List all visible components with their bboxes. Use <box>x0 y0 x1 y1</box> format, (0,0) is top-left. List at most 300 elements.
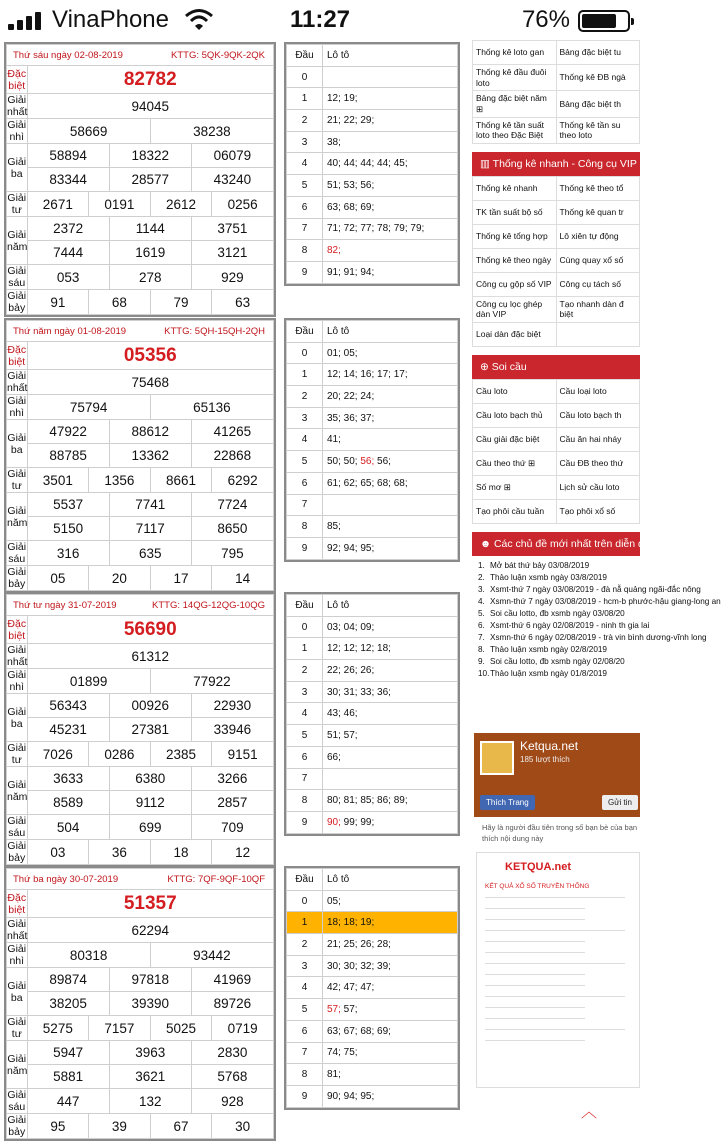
first-prize: 62294 <box>27 918 273 943</box>
forum-topic[interactable]: 10.Thảo luận xsmb ngày 01/8/2019 <box>478 669 607 678</box>
loto-head: 6 <box>287 1020 323 1042</box>
fourth-prize: 2671 <box>27 192 89 217</box>
seventh-prize: 95 <box>27 1114 89 1139</box>
loto-values: 51; 53; 56; <box>323 175 458 197</box>
loto-values: 21; 25; 26; 28; <box>323 934 458 956</box>
third-prize: 45231 <box>27 718 109 742</box>
draw-date: Thứ ba ngày 30-07-2019 <box>13 873 119 885</box>
loto-head: 2 <box>287 110 323 132</box>
special-prize: 05356 <box>27 342 273 370</box>
soi-cau-link[interactable]: Lịch sử cầu loto <box>556 476 640 500</box>
loto-values: 42; 47; 47; <box>323 977 458 999</box>
battery-icon <box>578 10 630 32</box>
sixth-prize: 278 <box>109 265 191 290</box>
fifth-prize: 3633 <box>27 767 109 791</box>
thumb-title: KẾT QUẢ XỔ SỐ TRUYỀN THỐNG <box>485 883 590 890</box>
quick-stats-link[interactable]: Cùng quay xổ số <box>556 248 640 272</box>
quick-stats-link[interactable]: Công cụ gộp số VIP <box>473 272 557 296</box>
prize-table <box>4 592 276 867</box>
third-prize: 97818 <box>109 968 191 992</box>
fifth-prize: 5150 <box>27 517 109 541</box>
kttg-code: KTTG: 5QK-9QK-2QK <box>171 49 265 61</box>
third-prize: 13362 <box>109 444 191 468</box>
loto-values: 03; 04; 09; <box>323 616 458 638</box>
soi-cau-link[interactable]: Cầu loại loto <box>556 380 640 404</box>
thumb-line <box>485 952 585 953</box>
fifth-prize: 7741 <box>109 493 191 517</box>
loto-values: 41; <box>323 429 458 451</box>
label-giai-sau: Giải sáu <box>7 815 27 839</box>
stats-link[interactable]: Bảng đặc biệt th <box>556 91 640 117</box>
loto-tail-label: Lô tô <box>323 45 458 67</box>
fourth-prize: 0256 <box>212 192 274 217</box>
third-prize: 56343 <box>27 694 109 718</box>
draw-date: Thứ sáu ngày 02-08-2019 <box>13 49 123 61</box>
special-prize: 51357 <box>27 890 273 918</box>
facebook-page-box[interactable] <box>474 733 640 817</box>
loto-head: 8 <box>287 240 323 262</box>
draw-header <box>7 869 274 890</box>
loto-values: 18; 18; 19; <box>323 912 458 934</box>
fourth-prize: 3501 <box>27 468 89 493</box>
fifth-prize: 3621 <box>109 1065 191 1089</box>
label-giai-tu: Giải tư <box>7 742 27 766</box>
label-giai-nhat: Giải nhất <box>7 94 28 118</box>
loto-head: 7 <box>287 494 323 516</box>
label-giai-tu: Giải tư <box>7 1016 27 1040</box>
fourth-prize: 2612 <box>150 192 212 217</box>
loto-values: 30; 30; 32; 39; <box>323 955 458 977</box>
fifth-prize: 7724 <box>191 493 273 517</box>
label-dac-biet: Đặc biệt <box>7 617 27 642</box>
third-prize: 89874 <box>27 968 109 992</box>
draw-date: Thứ năm ngày 01-08-2019 <box>13 325 127 337</box>
soi-cau-link[interactable]: Cầu theo thứ ⊞ <box>473 452 557 476</box>
fb-send-button[interactable]: Gửi tin <box>602 795 638 810</box>
third-prize: 22868 <box>191 444 273 468</box>
forum-topic[interactable]: 5. Soi cầu lotto, đb xsmb ngày 03/08/20 <box>478 609 625 618</box>
third-prize: 28577 <box>109 168 191 192</box>
third-prize: 88612 <box>109 420 191 444</box>
loto-tail-label: Lô tô <box>323 869 458 891</box>
seventh-prize: 67 <box>150 1114 212 1139</box>
soi-cau-link[interactable]: Cầu giải đặc biệt <box>473 428 557 452</box>
thumb-line <box>485 1007 585 1008</box>
quick-stats-link[interactable]: Thống kê theo ngày <box>473 248 557 272</box>
seventh-prize: 18 <box>150 840 212 865</box>
fourth-prize: 5025 <box>150 1016 212 1041</box>
quick-stats-link[interactable]: Thống kê tổng hợp <box>473 224 557 248</box>
fifth-prize: 8589 <box>27 791 109 815</box>
loto-values: 61; 62; 65; 68; 68; <box>323 472 458 494</box>
loto-head-label: Đầu <box>287 321 323 343</box>
thumb-line <box>485 941 585 942</box>
label-giai-nhi: Giải nhì <box>7 119 27 143</box>
fourth-prize: 1356 <box>89 468 151 493</box>
fourth-prize: 5275 <box>27 1016 89 1041</box>
third-prize: 47922 <box>27 420 109 444</box>
loto-special-value: 56; <box>360 455 375 467</box>
quick-stats-link[interactable]: Tạo nhanh dàn đ biệt <box>556 296 640 322</box>
loto-values: 12; 14; 16; 17; 17; <box>323 364 458 386</box>
special-prize: 82782 <box>27 66 273 94</box>
label-giai-ba: Giải ba <box>7 144 28 192</box>
loto-values: 81; <box>323 1064 458 1086</box>
fifth-prize: 3751 <box>191 217 273 241</box>
fb-likes: 185 lượt thích <box>520 755 570 764</box>
forum-topic[interactable]: 9. Soi cầu lotto, đb xsmb ngày 02/08/20 <box>478 657 625 666</box>
third-prize: 41265 <box>191 420 273 444</box>
loto-head: 3 <box>287 407 323 429</box>
thumb-line <box>485 897 625 898</box>
thumb-line <box>485 963 625 964</box>
soi-cau-link[interactable]: Cầu loto bạch thủ <box>473 404 557 428</box>
loto-head: 4 <box>287 703 323 725</box>
second-prize: 01899 <box>27 669 150 694</box>
label-dac-biet: Đặc biệt <box>7 891 27 916</box>
stats-link[interactable]: Bảng đặc biệt tu <box>556 41 640 65</box>
quick-stats-link[interactable]: Công cụ lọc ghép dàn VIP <box>473 296 557 322</box>
forum-topic[interactable]: 8. Thảo luận xsmb ngày 02/8/2019 <box>478 645 607 654</box>
loto-tail-label: Lô tô <box>323 595 458 617</box>
fourth-prize: 6292 <box>212 468 274 493</box>
sixth-prize: 635 <box>109 541 191 566</box>
quick-stats-link[interactable]: TK tần suất bộ số <box>473 200 557 224</box>
loto-head: 0 <box>287 342 323 364</box>
special-prize: 56690 <box>27 616 273 644</box>
label-giai-nam: Giải năm <box>7 767 28 815</box>
loto-head: 6 <box>287 746 323 768</box>
second-prize: 58669 <box>27 119 150 144</box>
third-prize: 22930 <box>191 694 273 718</box>
thumb-line <box>485 930 625 931</box>
loto-values: 50; 50; 56; 56; <box>323 451 458 473</box>
label-giai-ba: Giải ba <box>7 694 28 742</box>
loto-head: 2 <box>287 934 323 956</box>
forum-topic[interactable]: 1. Mở bát thứ bảy 03/08/2019 <box>478 561 590 570</box>
quick-stats-header: ▥ Thống kê nhanh - Công cụ VIP <box>472 152 640 176</box>
fourth-prize: 9151 <box>212 742 274 767</box>
loto-head: 0 <box>287 66 323 88</box>
fifth-prize: 9112 <box>109 791 191 815</box>
loto-head: 7 <box>287 1042 323 1064</box>
thumb-line <box>485 974 585 975</box>
thumb-line <box>485 1018 585 1019</box>
loto-head-label: Đầu <box>287 869 323 891</box>
loto-values: 66; <box>323 746 458 768</box>
loto-head: 9 <box>287 811 323 833</box>
second-prize: 80318 <box>27 943 150 968</box>
carrier-name: VinaPhone <box>52 6 169 33</box>
first-prize: 61312 <box>27 644 273 669</box>
fb-like-button[interactable]: Thích Trang <box>480 795 535 810</box>
seventh-prize: 17 <box>150 566 212 591</box>
fifth-prize: 3266 <box>191 767 273 791</box>
label-giai-sau: Giải sáu <box>7 541 27 565</box>
third-prize: 88785 <box>27 444 109 468</box>
loto-values <box>323 66 458 88</box>
soi-cau-link[interactable]: Cầu ăn hai nháy <box>556 428 640 452</box>
loto-head: 2 <box>287 386 323 408</box>
draw-header <box>7 321 274 342</box>
loto-table <box>284 318 460 562</box>
label-giai-bay: Giải bảy <box>7 1114 27 1138</box>
first-prize: 94045 <box>27 94 273 119</box>
soi-cau-link[interactable]: Cầu loto bạch th <box>556 404 640 428</box>
quick-stats-link[interactable]: Thống kê nhanh <box>473 176 557 200</box>
loto-head: 1 <box>287 364 323 386</box>
loto-head: 4 <box>287 977 323 999</box>
loto-head: 5 <box>287 451 323 473</box>
page-avatar <box>480 741 514 775</box>
fifth-prize: 5537 <box>27 493 109 517</box>
fb-page-name: Ketqua.net <box>520 739 579 753</box>
sixth-prize: 053 <box>27 265 109 290</box>
loto-values: 35; 36; 37; <box>323 407 458 429</box>
sixth-prize: 316 <box>27 541 109 566</box>
third-prize: 83344 <box>27 168 109 192</box>
label-dac-biet: Đặc biệt <box>7 343 27 368</box>
label-giai-nhi: Giải nhì <box>7 943 27 967</box>
seventh-prize: 03 <box>27 840 89 865</box>
fifth-prize: 1144 <box>109 217 191 241</box>
sixth-prize: 132 <box>109 1089 191 1114</box>
third-prize: 38205 <box>27 992 109 1016</box>
label-giai-nam: Giải năm <box>7 1041 28 1089</box>
loto-head: 0 <box>287 616 323 638</box>
loto-head: 9 <box>287 1085 323 1107</box>
third-prize: 39390 <box>109 992 191 1016</box>
loto-values: 05; <box>323 890 458 912</box>
sixth-prize: 447 <box>27 1089 109 1114</box>
fourth-prize: 0719 <box>212 1016 274 1041</box>
label-giai-nhat: Giải nhất <box>7 918 28 942</box>
quick-stats-link <box>556 323 640 347</box>
fifth-prize: 1619 <box>109 241 191 265</box>
loto-values: 63; 67; 68; 69; <box>323 1020 458 1042</box>
soi-cau-link[interactable]: Cầu loto <box>473 380 557 404</box>
loto-values: 90; 94; 95; <box>323 1085 458 1107</box>
thumb-line <box>485 996 625 997</box>
seventh-prize: 36 <box>89 840 151 865</box>
kttg-code: KTTG: 7QF-9QF-10QF <box>167 873 265 885</box>
loto-values: 51; 57; <box>323 725 458 747</box>
fifth-prize: 5947 <box>27 1041 109 1065</box>
loto-head: 9 <box>287 537 323 559</box>
quick-stats-link[interactable]: Thống kê quan tr <box>556 200 640 224</box>
loto-values: 30; 31; 33; 36; <box>323 681 458 703</box>
loto-values: 92; 94; 95; <box>323 537 458 559</box>
sidebar-stats-top <box>472 40 721 680</box>
loto-values: 57; 57; <box>323 999 458 1021</box>
loto-head: 3 <box>287 955 323 977</box>
prize-table <box>4 866 276 1141</box>
seventh-prize: 68 <box>89 290 151 315</box>
loto-tail-label: Lô tô <box>323 321 458 343</box>
thumb-logo: KETQUA.net <box>505 861 571 873</box>
thumb-line <box>485 1040 585 1041</box>
loto-head: 1 <box>287 912 323 934</box>
draw-date: Thứ tư ngày 31-07-2019 <box>13 599 117 611</box>
loto-head: 6 <box>287 196 323 218</box>
third-prize: 89726 <box>191 992 273 1016</box>
loto-values: 40; 44; 44; 44; 45; <box>323 153 458 175</box>
forum-topics-header: ☻ Các chủ đề mới nhất trên diễn đ <box>472 532 640 556</box>
quick-stats-link[interactable]: Công cụ tách số <box>556 272 640 296</box>
seventh-prize: 63 <box>212 290 274 315</box>
label-giai-bay: Giải bảy <box>7 290 27 314</box>
loto-head: 0 <box>287 890 323 912</box>
loto-values: 71; 72; 77; 78; 79; 79; <box>323 218 458 240</box>
loto-head: 5 <box>287 175 323 197</box>
label-giai-nam: Giải năm <box>7 217 28 265</box>
loto-head: 9 <box>287 261 323 283</box>
label-giai-nhat: Giải nhất <box>7 644 28 668</box>
loto-table <box>284 42 460 286</box>
thumb-line <box>485 919 585 920</box>
fifth-prize: 7444 <box>27 241 109 265</box>
seventh-prize: 39 <box>89 1114 151 1139</box>
thumb-line <box>485 908 585 909</box>
thumb-line <box>485 1029 625 1030</box>
loto-head: 8 <box>287 516 323 538</box>
result-thumbnail[interactable] <box>476 852 640 1088</box>
loto-values: 22; 26; 26; <box>323 660 458 682</box>
loto-values: 12; 19; <box>323 88 458 110</box>
fifth-prize: 5881 <box>27 1065 109 1089</box>
forum-topic[interactable]: 6. Xsmt-thứ 6 ngày 02/08/2019 - ninh th gia lai <box>478 621 650 630</box>
sixth-prize: 929 <box>191 265 273 290</box>
loto-head: 1 <box>287 88 323 110</box>
prize-table <box>4 42 276 317</box>
loto-special-value: 90; <box>327 816 341 828</box>
label-dac-biet: Đặc biệt <box>7 67 27 92</box>
label-giai-tu: Giải tư <box>7 468 27 492</box>
loto-values: 74; 75; <box>323 1042 458 1064</box>
loto-head: 3 <box>287 131 323 153</box>
kttg-code: KTTG: 5QH-15QH-2QH <box>164 325 265 337</box>
fifth-prize: 7117 <box>109 517 191 541</box>
loto-values: 01; 05; <box>323 342 458 364</box>
quick-stats-link[interactable]: Lô xiên tự động <box>556 224 640 248</box>
forum-topic[interactable]: 7. Xsmn-thứ 6 ngày 02/08/2019 - trà vin bình dương-vĩnh long <box>478 633 707 642</box>
label-giai-nhi: Giải nhì <box>7 669 27 693</box>
stats-link[interactable]: Thống kê loto gan <box>473 41 557 65</box>
fifth-prize: 3963 <box>109 1041 191 1065</box>
loto-head: 7 <box>287 218 323 240</box>
loto-values: 12; 12; 12; 18; <box>323 638 458 660</box>
label-giai-nhi: Giải nhì <box>7 395 27 419</box>
stats-link[interactable]: Bảng đặc biệt năm ⊞ <box>473 91 557 117</box>
loto-values: 80; 81; 85; 86; 89; <box>323 790 458 812</box>
fourth-prize: 0191 <box>89 192 151 217</box>
fifth-prize: 8650 <box>191 517 273 541</box>
fifth-prize: 2857 <box>191 791 273 815</box>
label-giai-bay: Giải bảy <box>7 566 27 590</box>
fourth-prize: 2385 <box>150 742 212 767</box>
sixth-prize: 928 <box>191 1089 273 1114</box>
fifth-prize: 5768 <box>191 1065 273 1089</box>
third-prize: 43240 <box>191 168 273 192</box>
loto-values: 91; 91; 94; <box>323 261 458 283</box>
fifth-prize: 3121 <box>191 241 273 265</box>
loto-head: 5 <box>287 999 323 1021</box>
second-prize: 75794 <box>27 395 150 420</box>
third-prize: 41969 <box>191 968 273 992</box>
fourth-prize: 0286 <box>89 742 151 767</box>
third-prize: 00926 <box>109 694 191 718</box>
soi-cau-link[interactable]: Cầu ĐB theo thứ <box>556 452 640 476</box>
second-prize: 93442 <box>150 943 273 968</box>
loto-head: 5 <box>287 725 323 747</box>
forum-topic[interactable]: 2. Thảo luận xsmb ngày 03/8/2019 <box>478 573 607 582</box>
label-giai-nhat: Giải nhất <box>7 370 28 394</box>
loto-special-value: 57; <box>327 1003 341 1015</box>
stats-link[interactable]: Thống kê đầu đuôi loto <box>473 65 557 91</box>
loto-values: 21; 22; 29; <box>323 110 458 132</box>
loto-values: 38; <box>323 131 458 153</box>
fifth-prize: 2372 <box>27 217 109 241</box>
label-giai-tu: Giải tư <box>7 192 27 216</box>
label-giai-sau: Giải sáu <box>7 1089 27 1113</box>
stats-link[interactable]: Thống kê tần su theo loto <box>556 117 640 143</box>
forum-topic[interactable]: 4. Xsmn-thứ 7 ngày 03/08/2019 - hcm-b phước-hậu giang-long an <box>478 597 721 606</box>
seventh-prize: 14 <box>212 566 274 591</box>
soi-cau-link[interactable]: Tạo phôi xổ số <box>556 500 640 524</box>
sixth-prize: 504 <box>27 815 109 840</box>
third-prize: 58894 <box>27 144 109 168</box>
second-prize: 38238 <box>150 119 273 144</box>
soi-cau-link[interactable]: Số mơ ⊞ <box>473 476 557 500</box>
quick-stats-link[interactable]: Thống kê theo tổ <box>556 176 640 200</box>
loto-head: 8 <box>287 790 323 812</box>
loto-values: 90; 99; 99; <box>323 811 458 833</box>
status-bar <box>0 0 640 40</box>
soi-cau-header: ⊕ Soi cầu <box>472 355 640 379</box>
third-prize: 18322 <box>109 144 191 168</box>
scroll-top-icon[interactable]: ︿ <box>580 1104 597 1121</box>
draw-header <box>7 45 274 66</box>
loto-values: 20; 22; 24; <box>323 386 458 408</box>
soi-cau-link[interactable]: Tạo phôi cầu tuần <box>473 500 557 524</box>
loto-head-label: Đầu <box>287 595 323 617</box>
loto-values <box>323 768 458 790</box>
loto-head: 2 <box>287 660 323 682</box>
label-giai-bay: Giải bảy <box>7 840 27 864</box>
seventh-prize: 20 <box>89 566 151 591</box>
sixth-prize: 699 <box>109 815 191 840</box>
fifth-prize: 6380 <box>109 767 191 791</box>
loto-head-label: Đầu <box>287 45 323 67</box>
fifth-prize: 2830 <box>191 1041 273 1065</box>
seventh-prize: 12 <box>212 840 274 865</box>
loto-values <box>323 494 458 516</box>
stats-link[interactable]: Thống kê tần suất loto theo Đặc Biệt <box>473 117 557 143</box>
forum-topic[interactable]: 3. Xsmt-thứ 7 ngày 03/08/2019 - đà nẵ quảng ngãi-đắc nông <box>478 585 701 594</box>
loto-table <box>284 866 460 1110</box>
quick-stats-link[interactable]: Loại dàn đặc biệt <box>473 323 557 347</box>
third-prize: 33946 <box>191 718 273 742</box>
stats-link[interactable]: Thống kê ĐB ngà <box>556 65 640 91</box>
label-giai-ba: Giải ba <box>7 420 28 468</box>
seventh-prize: 05 <box>27 566 89 591</box>
prize-table <box>4 318 276 593</box>
first-prize: 75468 <box>27 370 273 395</box>
label-giai-sau: Giải sáu <box>7 265 27 289</box>
sixth-prize: 709 <box>191 815 273 840</box>
fourth-prize: 7157 <box>89 1016 151 1041</box>
loto-values: 43; 46; <box>323 703 458 725</box>
